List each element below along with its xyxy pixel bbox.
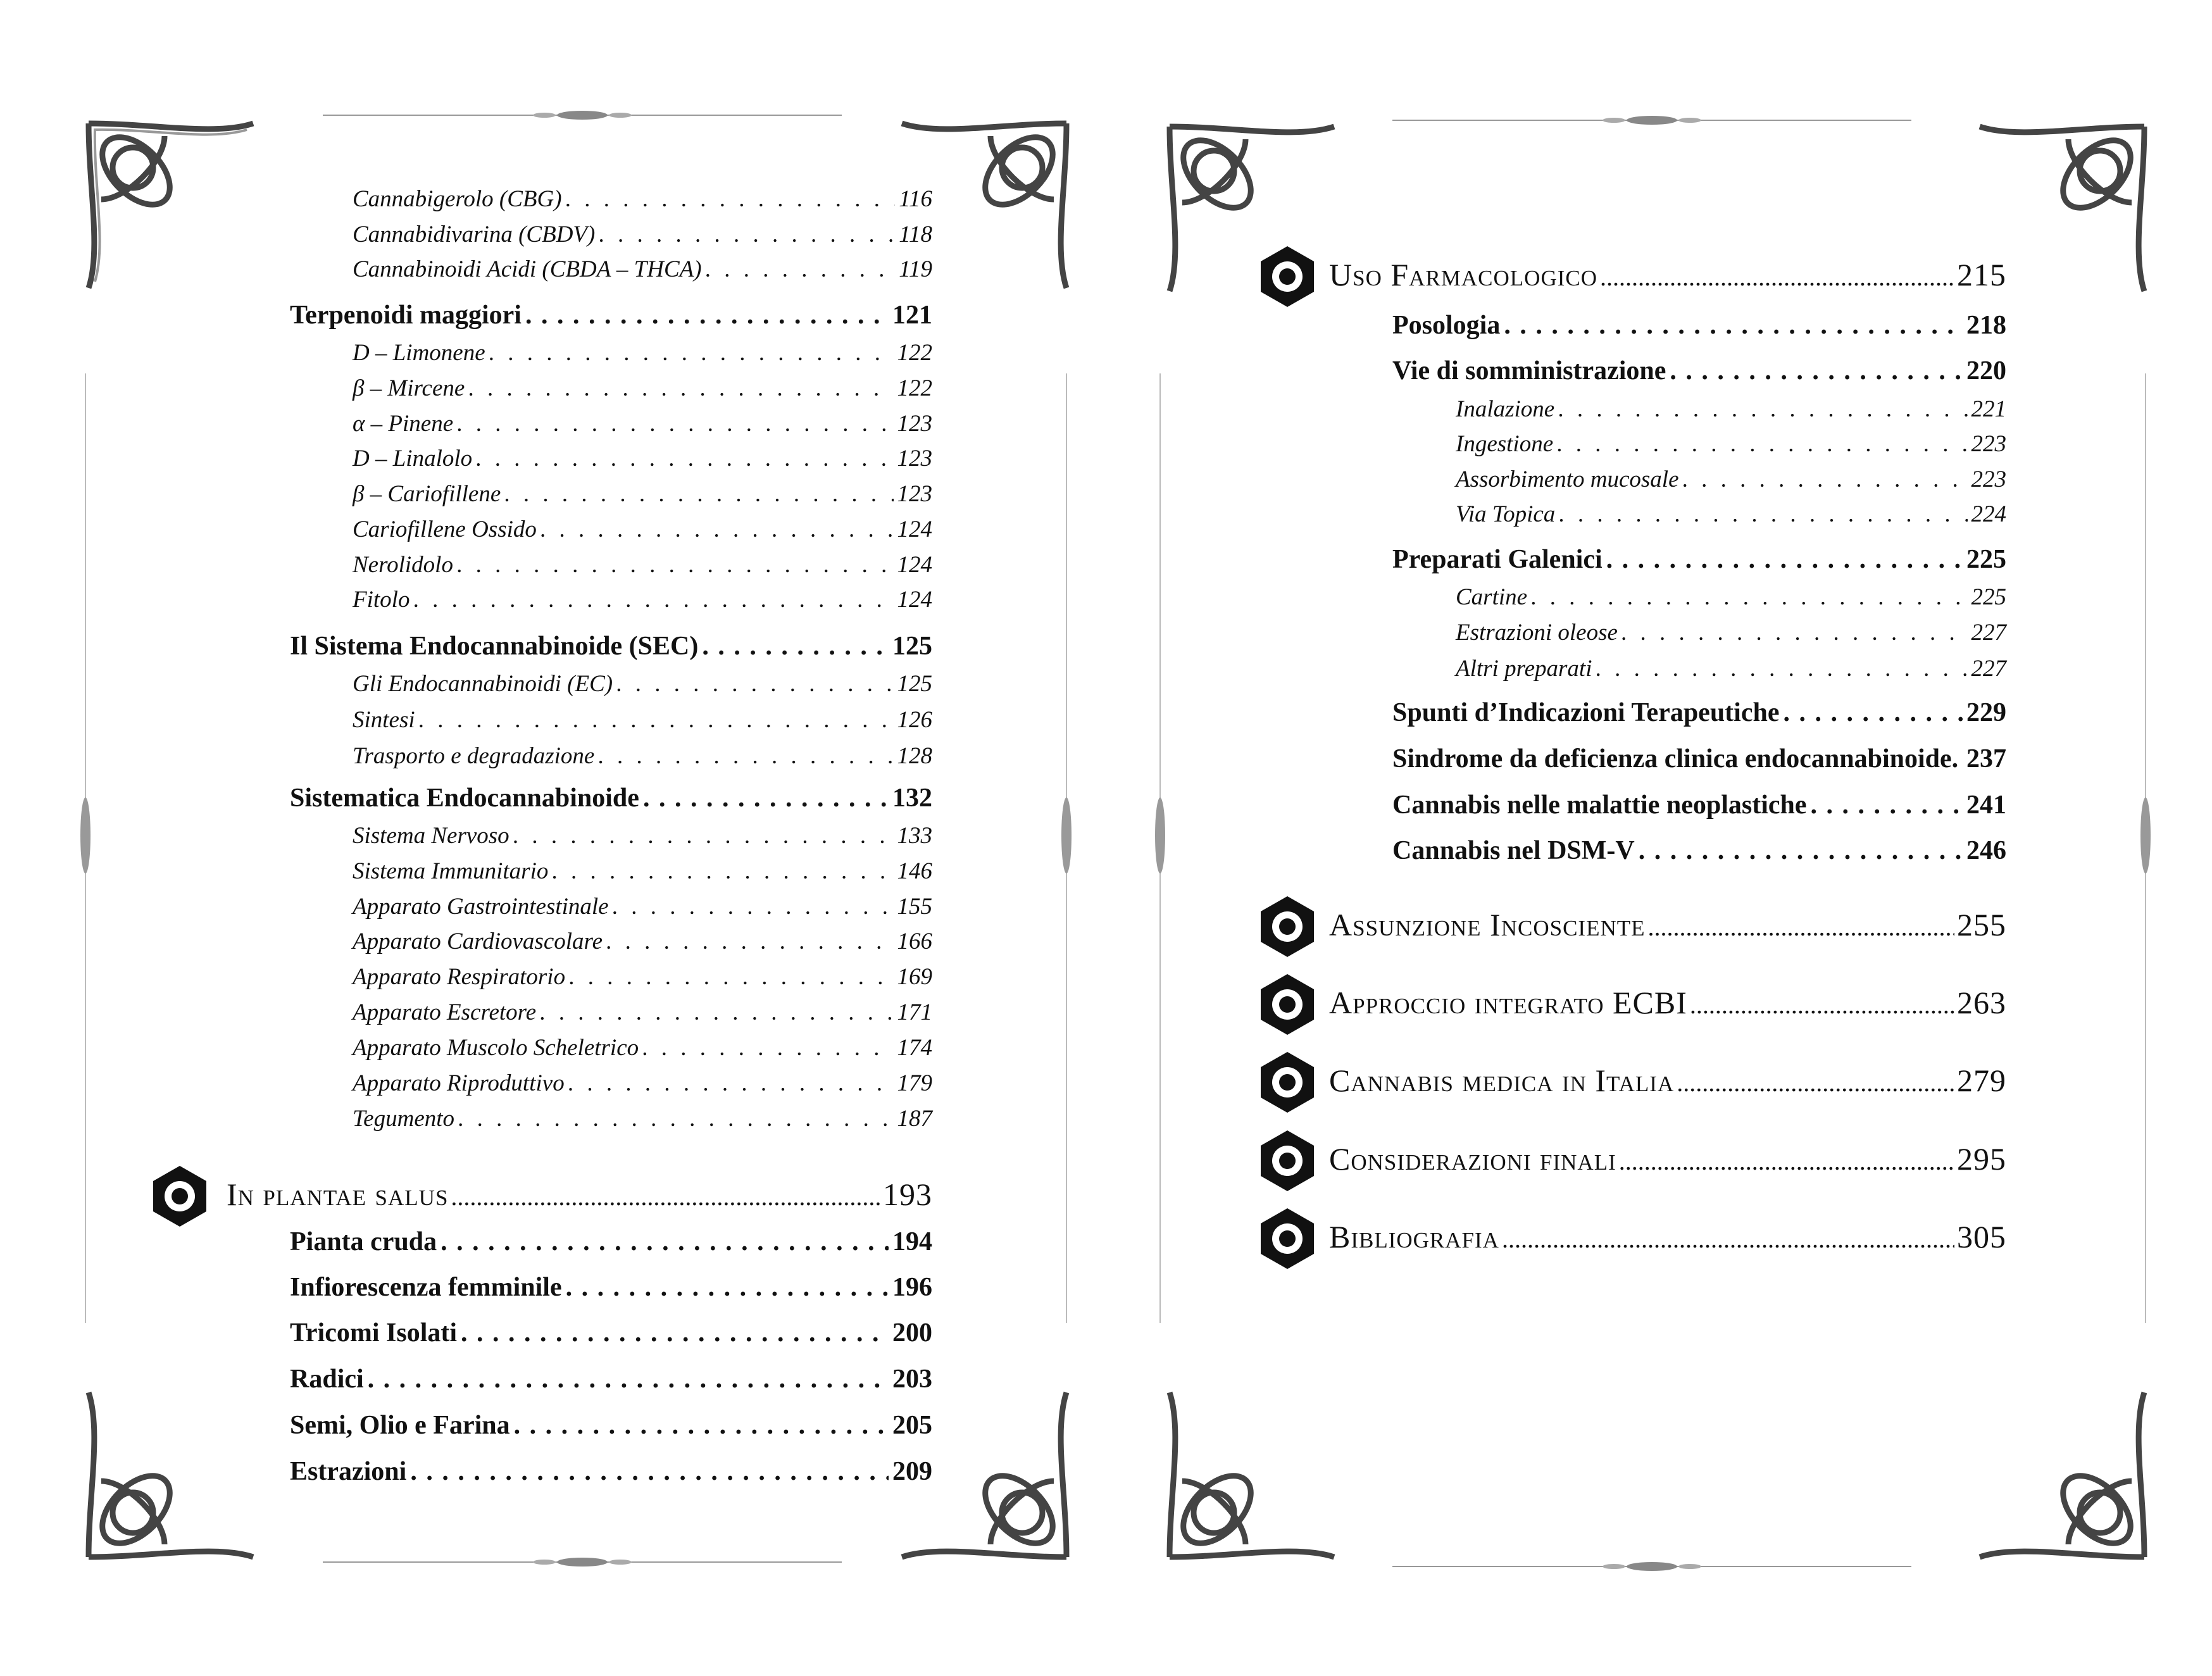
toc-entry-page: 203 — [892, 1365, 932, 1394]
toc-entry[interactable] — [1456, 655, 2006, 682]
dot-leader — [458, 1105, 893, 1132]
dot-leader — [513, 822, 894, 849]
toc-entry-title: Sindrome da deficienza clinica endocannabinoide. — [1392, 744, 1959, 773]
toc-entry-page: 123 — [897, 446, 932, 472]
toc-entry-page: 123 — [897, 411, 932, 437]
toc-entry-title: Sintesi — [353, 707, 415, 733]
right-page — [1106, 0, 2212, 1676]
toc-entry-page: 218 — [1966, 311, 2006, 340]
dot-leader — [616, 670, 893, 697]
celtic-knot-icon — [1157, 114, 1347, 304]
dot-leader — [702, 631, 889, 661]
dot-leader — [1811, 790, 1963, 820]
toc-entry-page: 146 — [897, 858, 932, 884]
toc-entry-title: Tricomi Isolati — [290, 1318, 458, 1348]
toc-entry-page: 125 — [897, 671, 932, 697]
toc-entry-page: 122 — [897, 340, 932, 366]
toc-chapter[interactable] — [227, 1176, 932, 1213]
toc-entry[interactable] — [353, 375, 932, 402]
toc-entry-title: Semi, Olio e Farina — [290, 1411, 510, 1440]
toc-entry-title: Via Topica — [1456, 501, 1556, 527]
toc-entry-title: Cannabidivarina (CBDV) — [353, 222, 596, 247]
toc-entry[interactable] — [353, 1070, 932, 1097]
toc-entry[interactable] — [353, 516, 932, 543]
toc-chapter-title: Approccio integrato ECBI — [1329, 985, 1687, 1020]
toc-entry-title: β – Mircene — [353, 375, 465, 401]
toc-entry[interactable] — [353, 706, 932, 734]
toc-entry-title: D – Linalolo — [353, 446, 473, 472]
side-rule-left — [1154, 373, 1166, 1323]
toc-entry-page: 223 — [1971, 466, 2006, 492]
toc-entry-title: Radici — [290, 1365, 364, 1394]
toc-entry-title: Cannabigerolo (CBG) — [353, 186, 562, 212]
toc-entry[interactable] — [1392, 790, 2006, 820]
toc-entry-page: 126 — [897, 707, 932, 733]
toc-entry-page: 246 — [1966, 836, 2006, 865]
toc-chapter-title: Considerazioni finali — [1329, 1141, 1616, 1177]
toc-chapter-page: 215 — [1957, 257, 2006, 292]
toc-entry[interactable] — [353, 893, 932, 920]
top-rule-ornament — [323, 109, 842, 122]
dot-leader — [476, 445, 893, 472]
celtic-knot-icon — [76, 111, 266, 301]
toc-entry-page: 200 — [892, 1318, 932, 1348]
corner-ornament-bottom-left — [76, 1380, 266, 1570]
corner-ornament-bottom-right — [1967, 1380, 2157, 1570]
dot-leader — [540, 999, 893, 1026]
toc-entry-page: 169 — [897, 964, 932, 990]
dot-leader — [1600, 256, 1954, 293]
bottom-rule-ornament — [1392, 1560, 1911, 1573]
toc-entry[interactable] — [1456, 501, 2006, 528]
hexagon-nut-icon — [1258, 1128, 1316, 1194]
dot-leader — [706, 256, 896, 283]
toc-entry-title: Cariofillene Ossido — [353, 516, 537, 542]
toc-entry-title: Sistema Immunitario — [353, 858, 549, 884]
toc-entry[interactable] — [353, 742, 932, 770]
toc-entry-page: 229 — [1966, 698, 2006, 727]
hexagon-nut-icon — [1258, 1206, 1316, 1272]
toc-entry-title: Apparato Muscolo Scheletrico — [353, 1035, 639, 1061]
hexagon-nut-icon — [1258, 1049, 1316, 1115]
dot-leader — [599, 221, 895, 248]
toc-entry-page: 155 — [897, 894, 932, 920]
toc-entry[interactable] — [290, 1318, 932, 1348]
toc-entry[interactable] — [1456, 396, 2006, 423]
dot-leader — [1619, 1141, 1954, 1177]
toc-entry-title: Cannabis nel DSM-V — [1392, 836, 1635, 865]
dot-leader — [566, 1272, 889, 1303]
toc-chapter-page: 279 — [1957, 1063, 2006, 1098]
toc-entry-page: 133 — [897, 823, 932, 849]
corner-ornament-bottom-left — [1157, 1380, 1347, 1570]
toc-entry[interactable] — [290, 1227, 932, 1257]
dot-leader — [1557, 430, 1967, 458]
dot-leader — [642, 1034, 893, 1061]
dot-leader — [1677, 1062, 1954, 1099]
toc-entry[interactable] — [290, 1272, 932, 1303]
toc-chapter[interactable] — [1329, 906, 2006, 943]
toc-entry-title: Trasporto e degradazione — [353, 743, 595, 769]
toc-entry-page: 124 — [897, 516, 932, 542]
dot-leader — [489, 339, 894, 366]
toc-chapter-page: 305 — [1957, 1219, 2006, 1254]
toc-chapter-title: Cannabis medica in Italia — [1329, 1063, 1675, 1098]
toc-entry-title: Pianta cruda — [290, 1227, 437, 1256]
dot-leader — [1962, 744, 1963, 774]
dot-leader — [1622, 619, 1968, 646]
toc-entry[interactable] — [353, 928, 932, 955]
dot-leader — [514, 1410, 889, 1441]
toc-entry[interactable] — [353, 963, 932, 991]
toc-entry[interactable] — [353, 858, 932, 885]
toc-entry-title: Vie di somministrazione — [1392, 356, 1666, 385]
toc-chapter-page: 193 — [883, 1177, 932, 1212]
toc-entry-page: 187 — [897, 1106, 932, 1132]
dot-leader — [368, 1364, 889, 1394]
dot-leader — [541, 516, 894, 543]
toc-entry-page: 118 — [899, 222, 932, 247]
toc-entry[interactable] — [353, 1105, 932, 1132]
dot-leader — [1670, 356, 1963, 386]
toc-entry-page: 225 — [1966, 545, 2006, 574]
dot-leader — [1683, 466, 1968, 493]
hexagon-nut-icon — [1258, 244, 1316, 310]
toc-entry-page: 116 — [899, 186, 932, 212]
toc-chapter[interactable] — [1329, 1141, 2006, 1177]
toc-entry-title: Estrazioni oleose — [1456, 620, 1618, 646]
toc-entry-title: Apparato Escretore — [353, 999, 537, 1025]
toc-entry-page: 122 — [897, 375, 932, 401]
bottom-rule-ornament — [323, 1556, 842, 1568]
dot-leader — [419, 706, 894, 734]
toc-entry-title: Inalazione — [1456, 396, 1555, 422]
hexagon-nut-icon — [151, 1163, 209, 1229]
toc-entry-title: Tegumento — [353, 1106, 455, 1132]
toc-entry-page: 132 — [892, 784, 932, 813]
toc-entry-page: 179 — [897, 1070, 932, 1096]
toc-chapter-page: 295 — [1957, 1141, 2006, 1177]
toc-entry[interactable] — [353, 410, 932, 437]
toc-entry-page: 209 — [892, 1457, 932, 1486]
toc-entry-page: 119 — [899, 256, 932, 282]
toc-entry-title: Gli Endocannabinoidi (EC) — [353, 671, 613, 697]
toc-entry-title: Cannabis nelle malattie neoplastiche — [1392, 791, 1807, 820]
toc-entry-title: Apparato Gastrointestinale — [353, 894, 609, 920]
toc-entry-page: 128 — [897, 743, 932, 769]
toc-entry-page: 121 — [892, 301, 932, 330]
toc-entry-title: Posologia — [1392, 311, 1501, 340]
dot-leader — [525, 300, 889, 330]
toc-entry-page: 124 — [897, 587, 932, 613]
toc-entry-title: Apparato Cardiovascolare — [353, 929, 603, 954]
hexagon-nut-icon — [1258, 972, 1316, 1037]
toc-entry[interactable] — [290, 1364, 932, 1394]
toc-entry-title: Apparato Respiratorio — [353, 964, 566, 990]
dot-leader — [1559, 501, 1967, 528]
toc-entry[interactable] — [353, 480, 932, 508]
dot-leader — [457, 410, 893, 437]
toc-entry-title: β – Cariofillene — [353, 481, 501, 507]
side-rule-right — [1060, 373, 1073, 1323]
dot-leader — [552, 858, 893, 885]
toc-chapter-page: 255 — [1957, 907, 2006, 942]
toc-entry-page: 166 — [897, 929, 932, 954]
side-rule-left — [79, 373, 92, 1323]
corner-ornament-top-left — [1157, 114, 1347, 304]
toc-entry-title: Terpenoidi maggiori — [290, 301, 522, 330]
toc-entry[interactable] — [353, 256, 932, 283]
toc-entry[interactable] — [1456, 619, 2006, 646]
toc-entry[interactable] — [353, 999, 932, 1026]
dot-leader — [413, 586, 893, 613]
toc-chapter-title: Uso Farmacologico — [1329, 257, 1598, 292]
dot-leader — [441, 1227, 889, 1257]
toc-chapter-title: In plantae salus — [227, 1177, 449, 1212]
toc-entry-title: Spunti d’Indicazioni Terapeutiche — [1392, 698, 1780, 727]
toc-entry[interactable] — [353, 221, 932, 248]
dot-leader — [461, 1318, 889, 1348]
toc-entry[interactable] — [353, 445, 932, 472]
dot-leader — [606, 928, 894, 955]
toc-entry-title: Preparati Galenici — [1392, 545, 1603, 574]
toc-entry-page: 227 — [1971, 620, 2006, 646]
toc-entry-page: 123 — [897, 481, 932, 507]
toc-entry-page: 221 — [1971, 396, 2006, 422]
dot-leader — [410, 1456, 889, 1487]
celtic-knot-icon — [1967, 1380, 2157, 1570]
side-rule-right — [2139, 373, 2152, 1323]
toc-entry[interactable] — [290, 1410, 932, 1441]
dot-leader — [1783, 697, 1963, 728]
toc-chapter[interactable] — [1329, 984, 2006, 1021]
toc-chapter[interactable] — [1329, 1062, 2006, 1099]
toc-entry[interactable] — [353, 551, 932, 578]
toc-entry-page: 225 — [1971, 584, 2006, 610]
toc-entry-title: Estrazioni — [290, 1457, 407, 1486]
toc-entry-page: 227 — [1971, 656, 2006, 682]
toc-entry-page: 220 — [1966, 356, 2006, 385]
dot-leader — [1558, 396, 1967, 423]
celtic-knot-icon — [76, 1380, 266, 1570]
toc-entry[interactable] — [353, 1034, 932, 1061]
toc-entry[interactable] — [353, 339, 932, 366]
toc-entry-title: Infiorescenza femminile — [290, 1273, 562, 1302]
toc-entry[interactable] — [1456, 466, 2006, 493]
dot-leader — [468, 375, 893, 402]
toc-entry-title: Sistema Nervoso — [353, 823, 509, 849]
toc-entry-title: Il Sistema Endocannabinoide (SEC) — [290, 632, 699, 661]
toc-entry[interactable] — [353, 822, 932, 849]
toc-entry-page: 224 — [1971, 501, 2006, 527]
dot-leader — [457, 551, 894, 578]
toc-entry-title: Fitolo — [353, 587, 410, 613]
toc-entry-page: 171 — [897, 999, 932, 1025]
toc-entry-page: 237 — [1966, 744, 2006, 773]
toc-entry-page: 241 — [1966, 791, 2006, 820]
dot-leader — [451, 1176, 880, 1213]
dot-leader — [1502, 1218, 1954, 1255]
toc-chapter-page: 263 — [1957, 985, 2006, 1020]
toc-entry[interactable] — [290, 300, 932, 330]
toc-entry-title: Assorbimento mucosale — [1456, 466, 1679, 492]
toc-entry-page: 174 — [897, 1035, 932, 1061]
dot-leader — [1639, 835, 1963, 866]
toc-entry-page: 196 — [892, 1273, 932, 1302]
dot-leader — [1606, 544, 1963, 575]
toc-chapter-title: Assunzione Incosciente — [1329, 907, 1646, 942]
toc-entry-page: 125 — [892, 632, 932, 661]
toc-entry[interactable] — [1456, 430, 2006, 458]
toc-entry-title: Apparato Riproduttivo — [353, 1070, 565, 1096]
toc-entry-title: Sistematica Endocannabinoide — [290, 784, 639, 813]
top-rule-ornament — [1392, 114, 1911, 127]
toc-entry[interactable] — [353, 586, 932, 613]
dot-leader — [598, 742, 893, 770]
toc-entry-title: Cartine — [1456, 584, 1528, 610]
toc-entry[interactable] — [1392, 744, 2006, 774]
toc-chapter-title: Bibliografia — [1329, 1219, 1499, 1254]
toc-entry-page: 194 — [892, 1227, 932, 1256]
hexagon-nut-icon — [1258, 894, 1316, 960]
toc-entry[interactable] — [353, 670, 932, 697]
toc-entry[interactable] — [1392, 544, 2006, 575]
toc-entry[interactable] — [1456, 584, 2006, 611]
dot-leader — [568, 1070, 894, 1097]
toc-entry-title: Cannabinoidi Acidi (CBDA – THCA) — [353, 256, 702, 282]
toc-entry-page: 124 — [897, 552, 932, 578]
toc-entry-page: 205 — [892, 1411, 932, 1440]
dot-leader — [566, 185, 896, 213]
toc-entry-title: D – Limonene — [353, 340, 485, 366]
toc-entry-title: α – Pinene — [353, 411, 454, 437]
toc-entry-title: Ingestione — [1456, 431, 1554, 457]
toc-entry-title: Nerolidolo — [353, 552, 453, 578]
toc-entry[interactable] — [1392, 356, 2006, 386]
dot-leader — [1690, 984, 1954, 1021]
dot-leader — [613, 893, 894, 920]
toc-entry[interactable] — [1392, 835, 2006, 866]
toc-chapter[interactable] — [1329, 256, 2006, 293]
dot-leader — [643, 783, 889, 813]
dot-leader — [1596, 655, 1968, 682]
dot-leader — [504, 480, 893, 508]
toc-entry[interactable] — [1392, 697, 2006, 728]
dot-leader — [569, 963, 893, 991]
corner-ornament-top-left — [76, 111, 266, 301]
dot-leader — [1504, 310, 1963, 341]
toc-entry[interactable] — [290, 631, 932, 661]
celtic-knot-icon — [1157, 1380, 1347, 1570]
dot-leader — [1647, 906, 1954, 943]
toc-entry-title: Altri preparati — [1456, 656, 1592, 682]
toc-entry[interactable] — [353, 185, 932, 213]
toc-chapter[interactable] — [1329, 1218, 2006, 1255]
toc-entry[interactable] — [1392, 310, 2006, 341]
toc-entry-page: 223 — [1971, 431, 2006, 457]
toc-entry[interactable] — [290, 783, 932, 813]
toc-entry[interactable] — [290, 1456, 932, 1487]
dot-leader — [1531, 584, 1967, 611]
